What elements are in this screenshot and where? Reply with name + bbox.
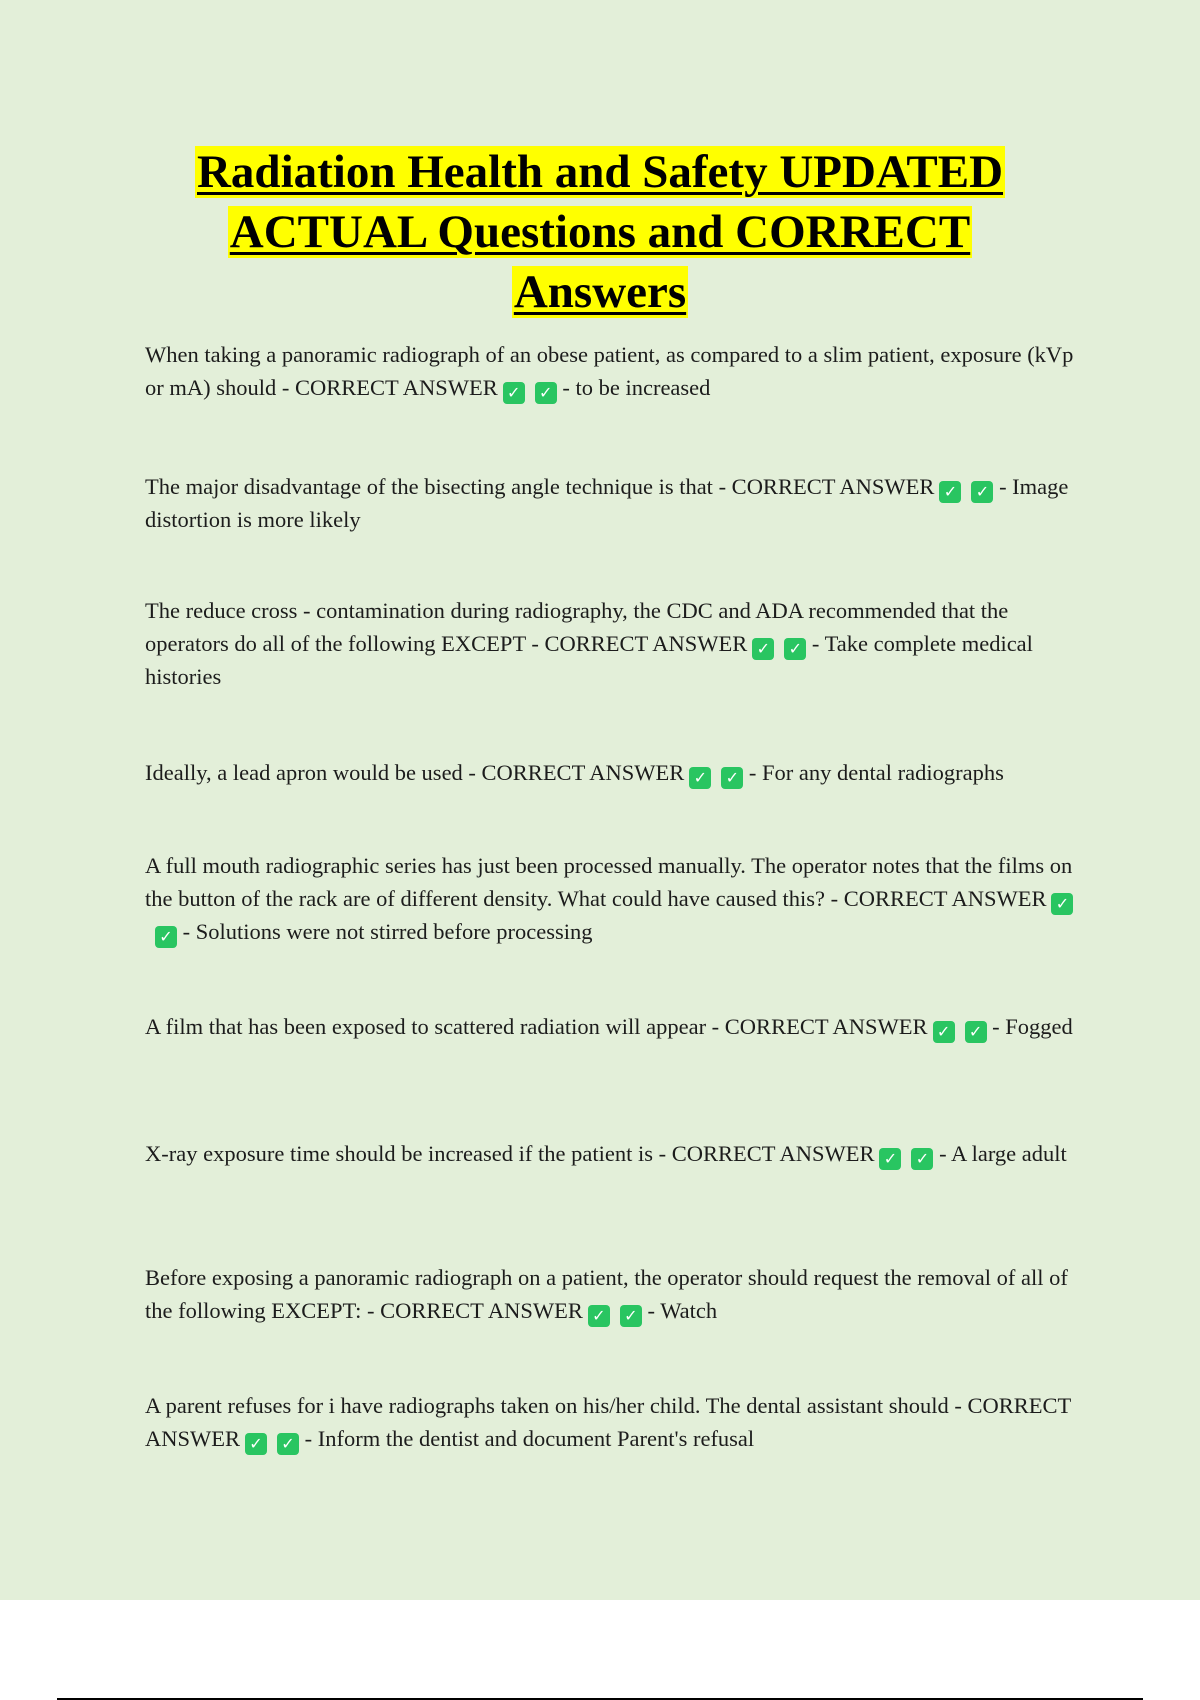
question-text: When taking a panoramic radiograph of an obese patient, as compared to a slim patient, exposure (kVp or mA) should - CORRECT ANSWER <box>145 342 1074 400</box>
check-mark-icon: ✓ <box>784 638 806 660</box>
answer-text: - Inform the dentist and document Parent's refusal <box>304 1426 755 1451</box>
document-title <box>0 142 1200 322</box>
answer-text: - Solutions were not stirred before processing <box>182 919 593 944</box>
title-line-3: Answers <box>513 266 687 318</box>
check-mark-icon: ✓ <box>503 382 525 404</box>
qa-item-4 <box>145 756 1095 789</box>
qa-item-9 <box>145 1389 1095 1455</box>
question-text: Before exposing a panoramic radiograph on a patient, the operator should request the removal of all of the following EXCEPT: - CORRECT ANSWER <box>145 1265 1068 1323</box>
check-mark-icon: ✓ <box>535 382 557 404</box>
qa-item-3 <box>145 594 1095 693</box>
answer-text: - A large adult <box>939 1141 1067 1166</box>
question-text: X-ray exposure time should be increased if the patient is - CORRECT ANSWER <box>145 1141 875 1166</box>
check-mark-icon: ✓ <box>245 1433 267 1455</box>
check-mark-icon: ✓ <box>277 1433 299 1455</box>
check-mark-icon: ✓ <box>588 1305 610 1327</box>
check-mark-icon: ✓ <box>933 1021 955 1043</box>
check-mark-icon: ✓ <box>971 481 993 503</box>
check-mark-icon: ✓ <box>911 1148 933 1170</box>
check-mark-icon: ✓ <box>721 767 743 789</box>
answer-text: - Take complete medical histories <box>145 631 1033 689</box>
qa-item-5 <box>145 849 1095 948</box>
question-text: Ideally, a lead apron would be used - CORRECT ANSWER <box>145 760 685 785</box>
qa-item-7 <box>145 1137 1095 1170</box>
qa-item-8 <box>145 1261 1095 1327</box>
question-text: The major disadvantage of the bisecting angle technique is that - CORRECT ANSWER <box>145 474 935 499</box>
answer-text: - Watch <box>647 1298 718 1323</box>
check-mark-icon: ✓ <box>1051 893 1073 915</box>
check-mark-icon: ✓ <box>965 1021 987 1043</box>
qa-item-1 <box>145 338 1095 404</box>
title-line-2: ACTUAL Questions and CORRECT <box>229 206 971 258</box>
check-mark-icon: ✓ <box>752 638 774 660</box>
answer-text: - For any dental radiographs <box>748 760 1004 785</box>
check-mark-icon: ✓ <box>939 481 961 503</box>
question-text: A film that has been exposed to scattered radiation will appear - CORRECT ANSWER <box>145 1014 928 1039</box>
check-mark-icon: ✓ <box>689 767 711 789</box>
answer-text: - Image distortion is more likely <box>145 474 1069 532</box>
check-mark-icon: ✓ <box>620 1305 642 1327</box>
qa-item-2 <box>145 470 1095 536</box>
title-line-1: Radiation Health and Safety UPDATED <box>196 146 1004 198</box>
answer-text: - to be increased <box>562 375 711 400</box>
question-text: A full mouth radiographic series has just been processed manually. The operator notes that the films on the button of the rack are of different density. What could have caused this? - CORRECT ANSWER <box>145 853 1073 911</box>
answer-text: - Fogged <box>992 1014 1073 1039</box>
question-text: A parent refuses for i have radiographs taken on his/her child. The dental assistant should - CORRECT ANSWER <box>145 1393 1071 1451</box>
question-text: The reduce cross - contamination during radiography, the CDC and ADA recommended that the operators do all of the following EXCEPT - CORRECT ANSWER <box>145 598 1009 656</box>
check-mark-icon: ✓ <box>155 926 177 948</box>
qa-item-6 <box>145 1010 1095 1043</box>
check-mark-icon: ✓ <box>879 1148 901 1170</box>
